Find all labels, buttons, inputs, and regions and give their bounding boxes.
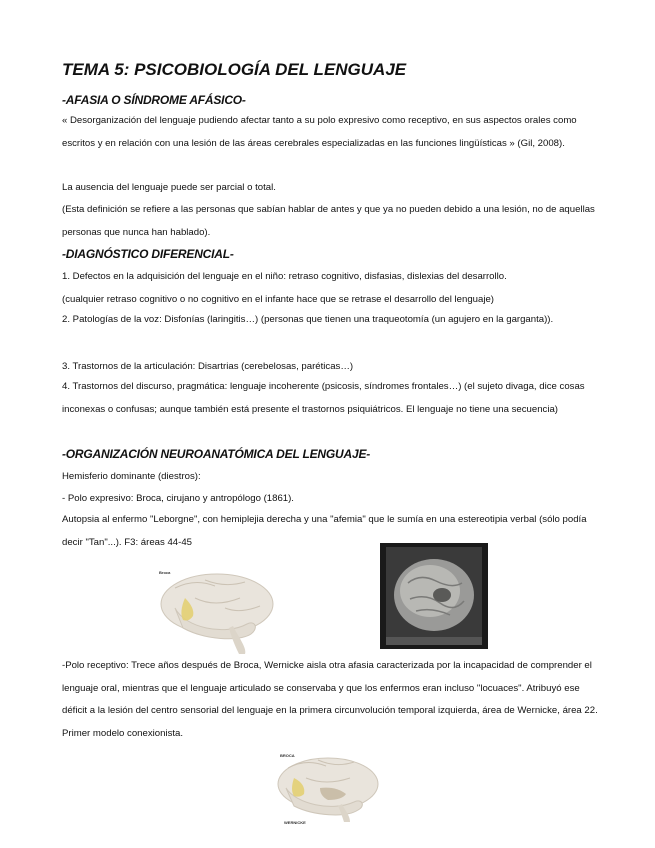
heading-diagnostico: -DIAGNÓSTICO DIFERENCIAL- bbox=[62, 247, 234, 261]
photo-illustration bbox=[380, 543, 488, 649]
heading-afasia: -AFASIA O SÍNDROME AFÁSICO- bbox=[62, 93, 246, 107]
autopsy-text: Autopsia al enfermo "Leborgne", con hemiplejia derecha y una "afemia" que le sumía en una estereotipia verbal (sólo podía decir "Tan"...). F3: áreas 44-45 bbox=[62, 514, 587, 548]
diag-item-1-note: (cualquier retraso cognitivo o no cognitivo en el infante hace que se retrase el desarrollo del lenguaje) bbox=[62, 294, 494, 305]
hemisferio-text: Hemisferio dominante (diestros): bbox=[62, 471, 201, 482]
page-title: TEMA 5: PSICOBIOLOGÍA DEL LENGUAJE bbox=[62, 60, 407, 79]
diag-item-4: 4. Trastornos del discurso, pragmática: lenguaje incoherente (psicosis, síndromes frontales…) (el sujeto divaga, dice cosas inconexas o confusas; aunque también está presente el trastornos psiquiátricos. El lenguaje no tiene una secuencia) bbox=[62, 381, 585, 415]
diag-item-2: 2. Patologías de la voz: Disfonías (laringitis…) (personas que tienen una traqueotomía (un agujero en la garganta)). bbox=[62, 314, 554, 325]
brain-illustration bbox=[155, 568, 275, 656]
diag-item-1: 1. Defectos en la adquisición del lenguaje en el niño: retraso cognitivo, disfasias, dislexias del desarrollo. bbox=[62, 271, 507, 282]
broca-pole-text: - Polo expresivo: Broca, cirujano y antropólogo (1861). bbox=[62, 493, 294, 504]
heading-organizacion: -ORGANIZACIÓN NEUROANATÓMICA DEL LENGUAJE- bbox=[62, 447, 371, 461]
receptive-pole-text: -Polo receptivo: Trece años después de Broca, Wernicke aisla otra afasia caracterizada por la incapacidad de comprender el lenguaje oral, mientras que el lenguaje articulado se conservaba y que los enfermos eran incluso "locuaces". Atribuyó ese déficit a la lesión del centro sensorial del lenguaje en la primera circunvolución temporal izquierda, área de Wernicke, área 22. Primer modelo conexionista. bbox=[62, 660, 598, 739]
wernicke-brain-figure bbox=[270, 750, 380, 830]
diag-item-3: 3. Trastornos de la articulación: Disartrias (cerebelosas, paréticas…) bbox=[62, 361, 354, 372]
afasia-note: (Esta definición se refiere a las personas que sabían hablar de antes y que ya no pueden debido a una lesión, no de aquellas personas que nunca han hablado). bbox=[62, 204, 595, 238]
brain-illustration-2 bbox=[270, 750, 380, 830]
fig2-wernicke-label: WERNICKE bbox=[284, 820, 306, 825]
broca-brain-figure bbox=[155, 568, 275, 656]
afasia-quote: « Desorganización del lenguaje pudiendo afectar tanto a su polo expresivo como receptivo, en sus aspectos orales como escritos y en relación con una lesión de las áreas cerebrales especializadas en las funciones lingüísticas » (Gil, 2008). bbox=[62, 115, 577, 149]
broca-figure-label: Broca bbox=[159, 570, 171, 575]
fig2-broca-label: BROCA bbox=[280, 753, 295, 758]
leborgne-brain-photo bbox=[380, 543, 488, 649]
afasia-absence: La ausencia del lenguaje puede ser parcial o total. bbox=[62, 182, 276, 193]
